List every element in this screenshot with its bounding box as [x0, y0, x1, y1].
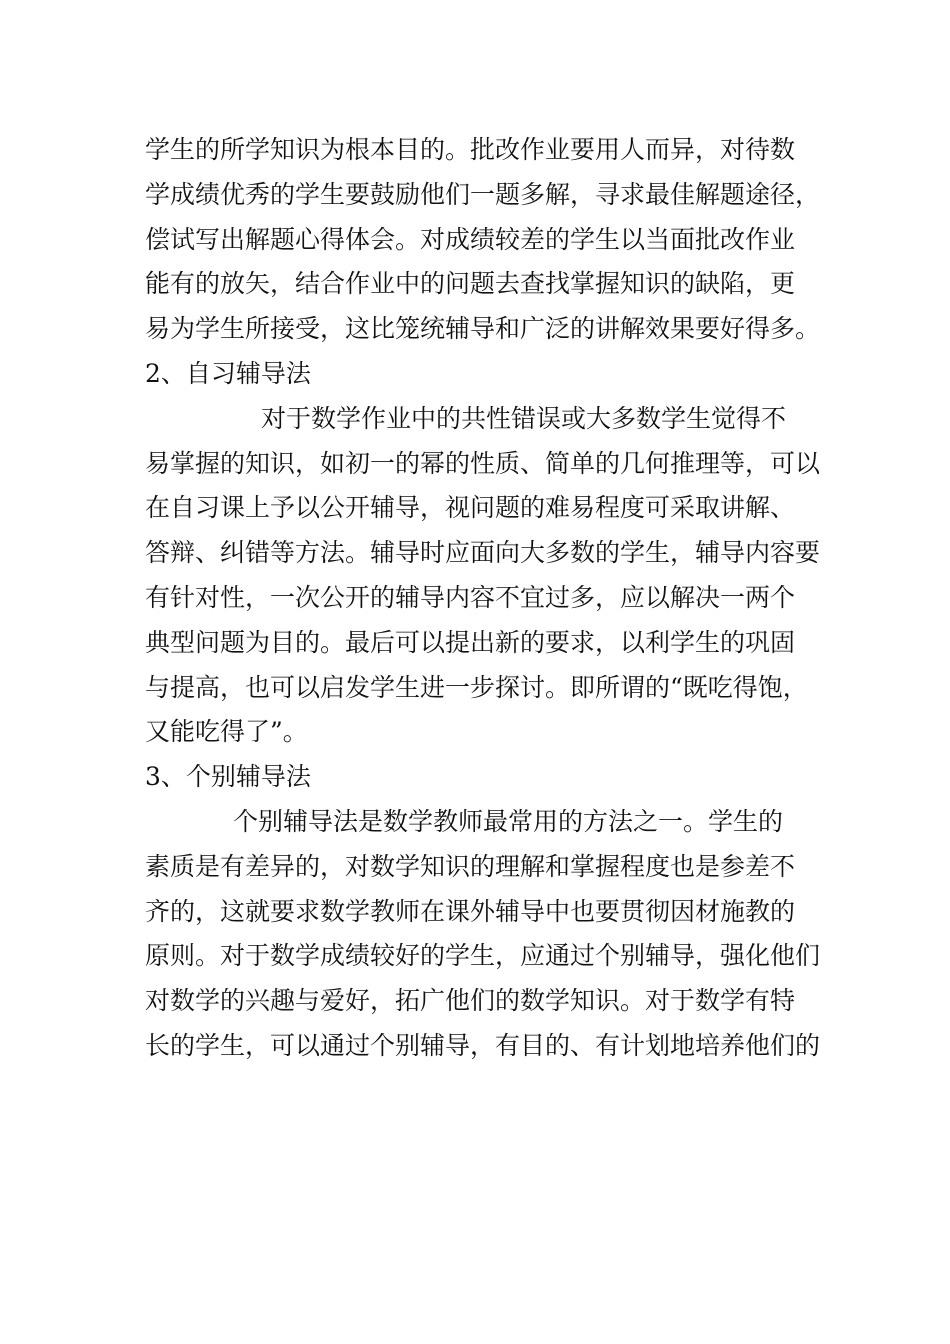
paragraph-line: 素质是有差异的，对数学知识的理解和掌握程度也是参差不 [145, 851, 796, 881]
paragraph-line: 对于数学作业中的共性错误或大多数学生觉得不 [261, 403, 787, 433]
paragraph-line: 在自习课上予以公开辅导，视问题的难易程度可采取讲解、 [145, 493, 796, 523]
paragraph-line: 典型问题为目的。最后可以提出新的要求，以利学生的巩固 [145, 627, 796, 657]
paragraph-line: 易掌握的知识，如初一的幂的性质、简单的几何推理等，可以 [145, 448, 821, 478]
paragraph-line: 与提高，也可以启发学生进一步探讨。即所谓的“既吃得饱， [145, 672, 808, 702]
paragraph-line: 齐的，这就要求数学教师在课外辅导中也要贯彻因材施教的 [145, 896, 796, 926]
paragraph-line: 偿试写出解题心得体会。对成绩较差的学生以当面批改作业 [145, 224, 796, 254]
paragraph-line: 对数学的兴趣与爱好，拓广他们的数学知识。对于数学有特 [145, 986, 796, 1016]
paragraph-line: 易为学生所接受，这比笼统辅导和广泛的讲解效果要好得多。 [145, 314, 821, 344]
paragraph-line: 学生的所学知识为根本目的。批改作业要用人而异，对待数 [145, 135, 796, 164]
section-heading: 2、自习辅导法 [145, 358, 311, 388]
paragraph-line: 原则。对于数学成绩较好的学生，应通过个别辅导，强化他们 [145, 941, 821, 971]
document-body [145, 128, 825, 1069]
paragraph-line: 个别辅导法是数学教师最常用的方法之一。学生的 [233, 806, 784, 836]
paragraph-line: 答辩、纠错等方法。辅导时应面向大多数的学生，辅导内容要 [145, 538, 821, 568]
paragraph-line: 有针对性，一次公开的辅导内容不宜过多，应以解决一两个 [145, 582, 796, 612]
section-heading: 3、个别辅导法 [145, 762, 311, 792]
paragraph-line: 学成绩优秀的学生要鼓励他们一题多解，寻求最佳解题途径， [145, 179, 821, 209]
paragraph-line: 又能吃得了”。 [145, 717, 308, 747]
paragraph-line: 能有的放矢，结合作业中的问题去查找掌握知识的缺陷，更 [145, 269, 796, 299]
paragraph-line: 长的学生，可以通过个别辅导，有目的、有计划地培养他们的 [145, 1030, 821, 1060]
